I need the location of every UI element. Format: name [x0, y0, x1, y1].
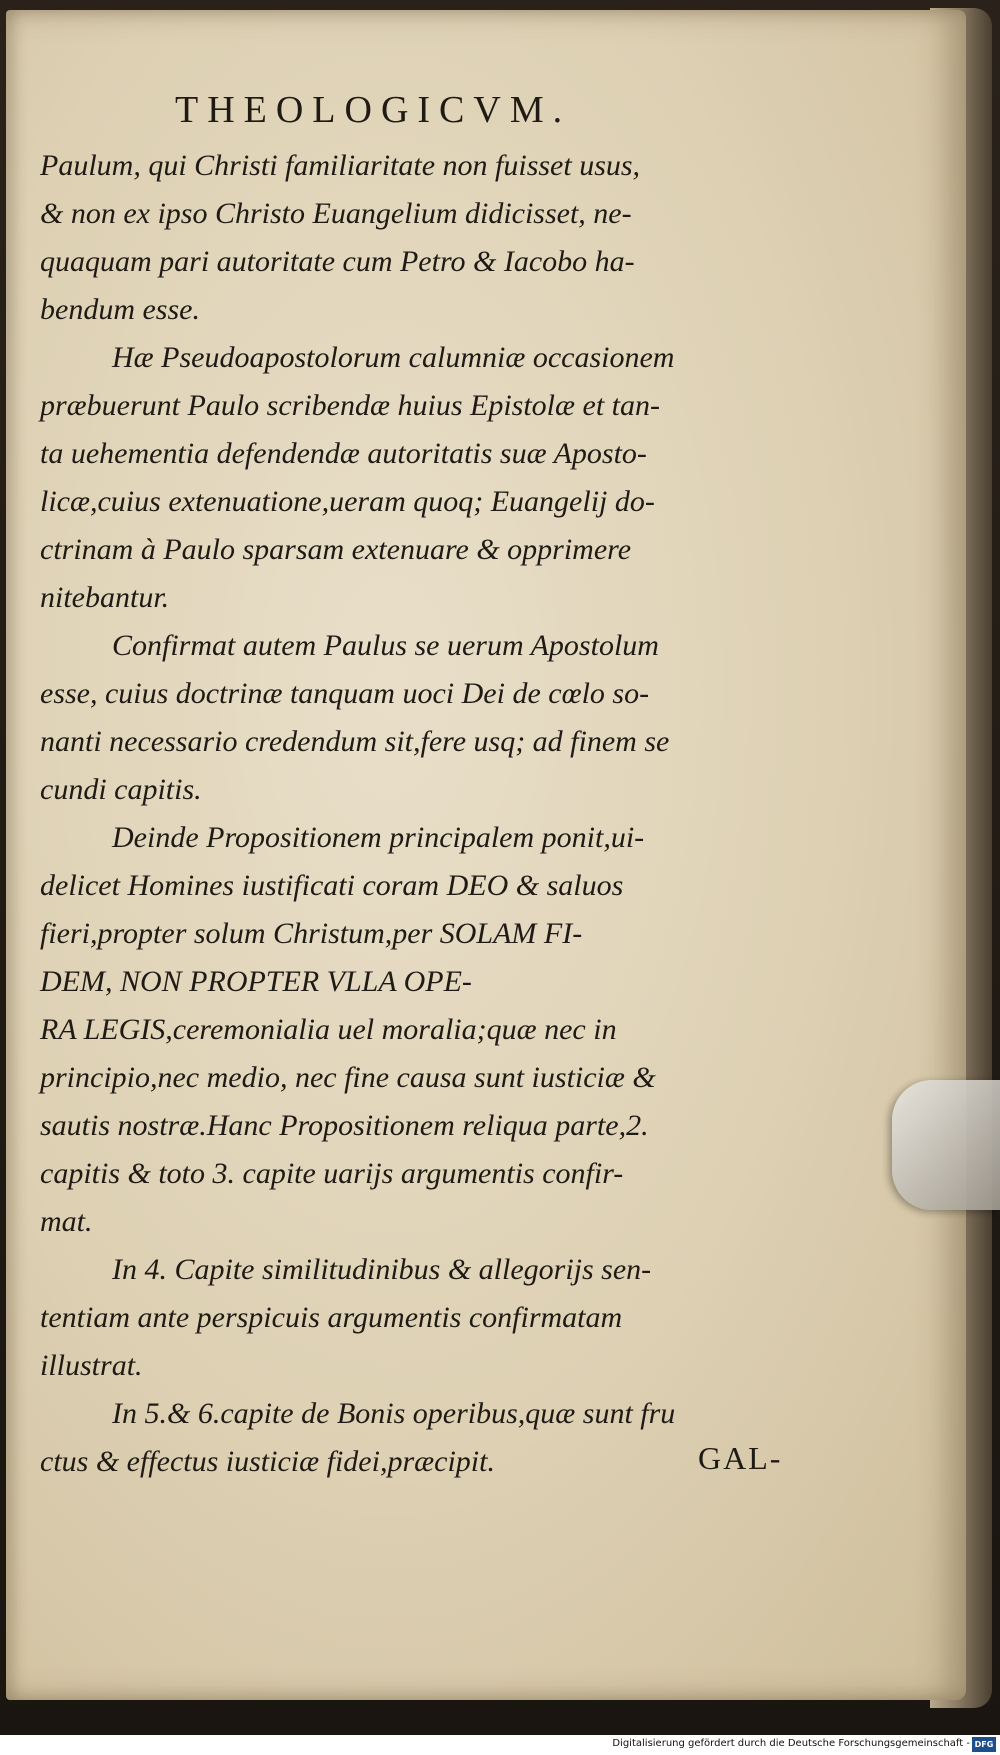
text-line: mat.: [40, 1205, 93, 1238]
text-line: Deinde Propositionem principalem ponit,ui-: [112, 821, 645, 854]
page-clip: [892, 1080, 1000, 1210]
text-line: Hæ Pseudoapostolorum calumniæ occasionem: [112, 341, 675, 374]
text-line: ctrinam à Paulo sparsam extenuare & opprimere: [40, 533, 632, 566]
text-line: principio,nec medio, nec fine causa sunt iusticiæ &: [40, 1061, 656, 1094]
text-line: nanti necessario credendum sit,fere usq; ad finem se: [40, 725, 670, 758]
text-line: fieri,propter solum Christum,per SOLAM FI-: [40, 917, 583, 950]
text-line: quaquam pari autoritate cum Petro & Iacobo ha-: [40, 245, 635, 278]
text-line: Paulum, qui Christi familiaritate non fuisset usus,: [40, 149, 641, 182]
catchword: GAL-: [698, 1440, 783, 1476]
text-line: In 5.& 6.capite de Bonis operibus,quæ sunt fru: [112, 1397, 676, 1430]
body-text: [40, 142, 800, 1486]
text-line: & non ex ipso Christo Euangelium didicisset, ne-: [40, 197, 632, 230]
funding-credit: Digitalisierung gefördert durch die Deutsche Forschungsgemeinschaft -: [612, 1738, 970, 1749]
text-line: esse, cuius doctrinæ tanquam uoci Dei de cœlo so-: [40, 677, 650, 710]
text-line: ta uehementia defendendæ autoritatis suæ Aposto-: [40, 437, 647, 470]
text-line: licæ,cuius extenuatione,ueram quoq; Euangelij do-: [40, 485, 655, 518]
text-line: tentiam ante perspicuis argumentis confirmatam: [40, 1301, 623, 1334]
dfg-logo: DFG: [972, 1737, 996, 1752]
text-line: bendum esse.: [40, 293, 200, 326]
text-line: Confirmat autem Paulus se uerum Apostolum: [112, 629, 659, 662]
running-head: THEOLOGICVM.: [175, 89, 572, 131]
text-line: capitis & toto 3. capite uarijs argumentis confir-: [40, 1157, 624, 1190]
text-line: In 4. Capite similitudinibus & allegorijs sen-: [112, 1253, 652, 1286]
text-line: præbuerunt Paulo scribendæ huius Epistolæ et tan-: [40, 389, 660, 422]
text-line: RA LEGIS,ceremonialia uel moralia;quæ nec in: [40, 1013, 617, 1046]
text-line: sautis nostræ.Hanc Propositionem reliqua parte,2.: [40, 1109, 649, 1142]
text-line: illustrat.: [40, 1349, 143, 1382]
text-line: DEM, NON PROPTER VLLA OPE-: [40, 965, 472, 998]
text-line: ctus & effectus iusticiæ fidei,præcipit.: [40, 1445, 495, 1478]
text-line: delicet Homines iustificati coram DEO & saluos: [40, 869, 624, 902]
text-line: nitebantur.: [40, 581, 170, 614]
text-line: cundi capitis.: [40, 773, 202, 806]
